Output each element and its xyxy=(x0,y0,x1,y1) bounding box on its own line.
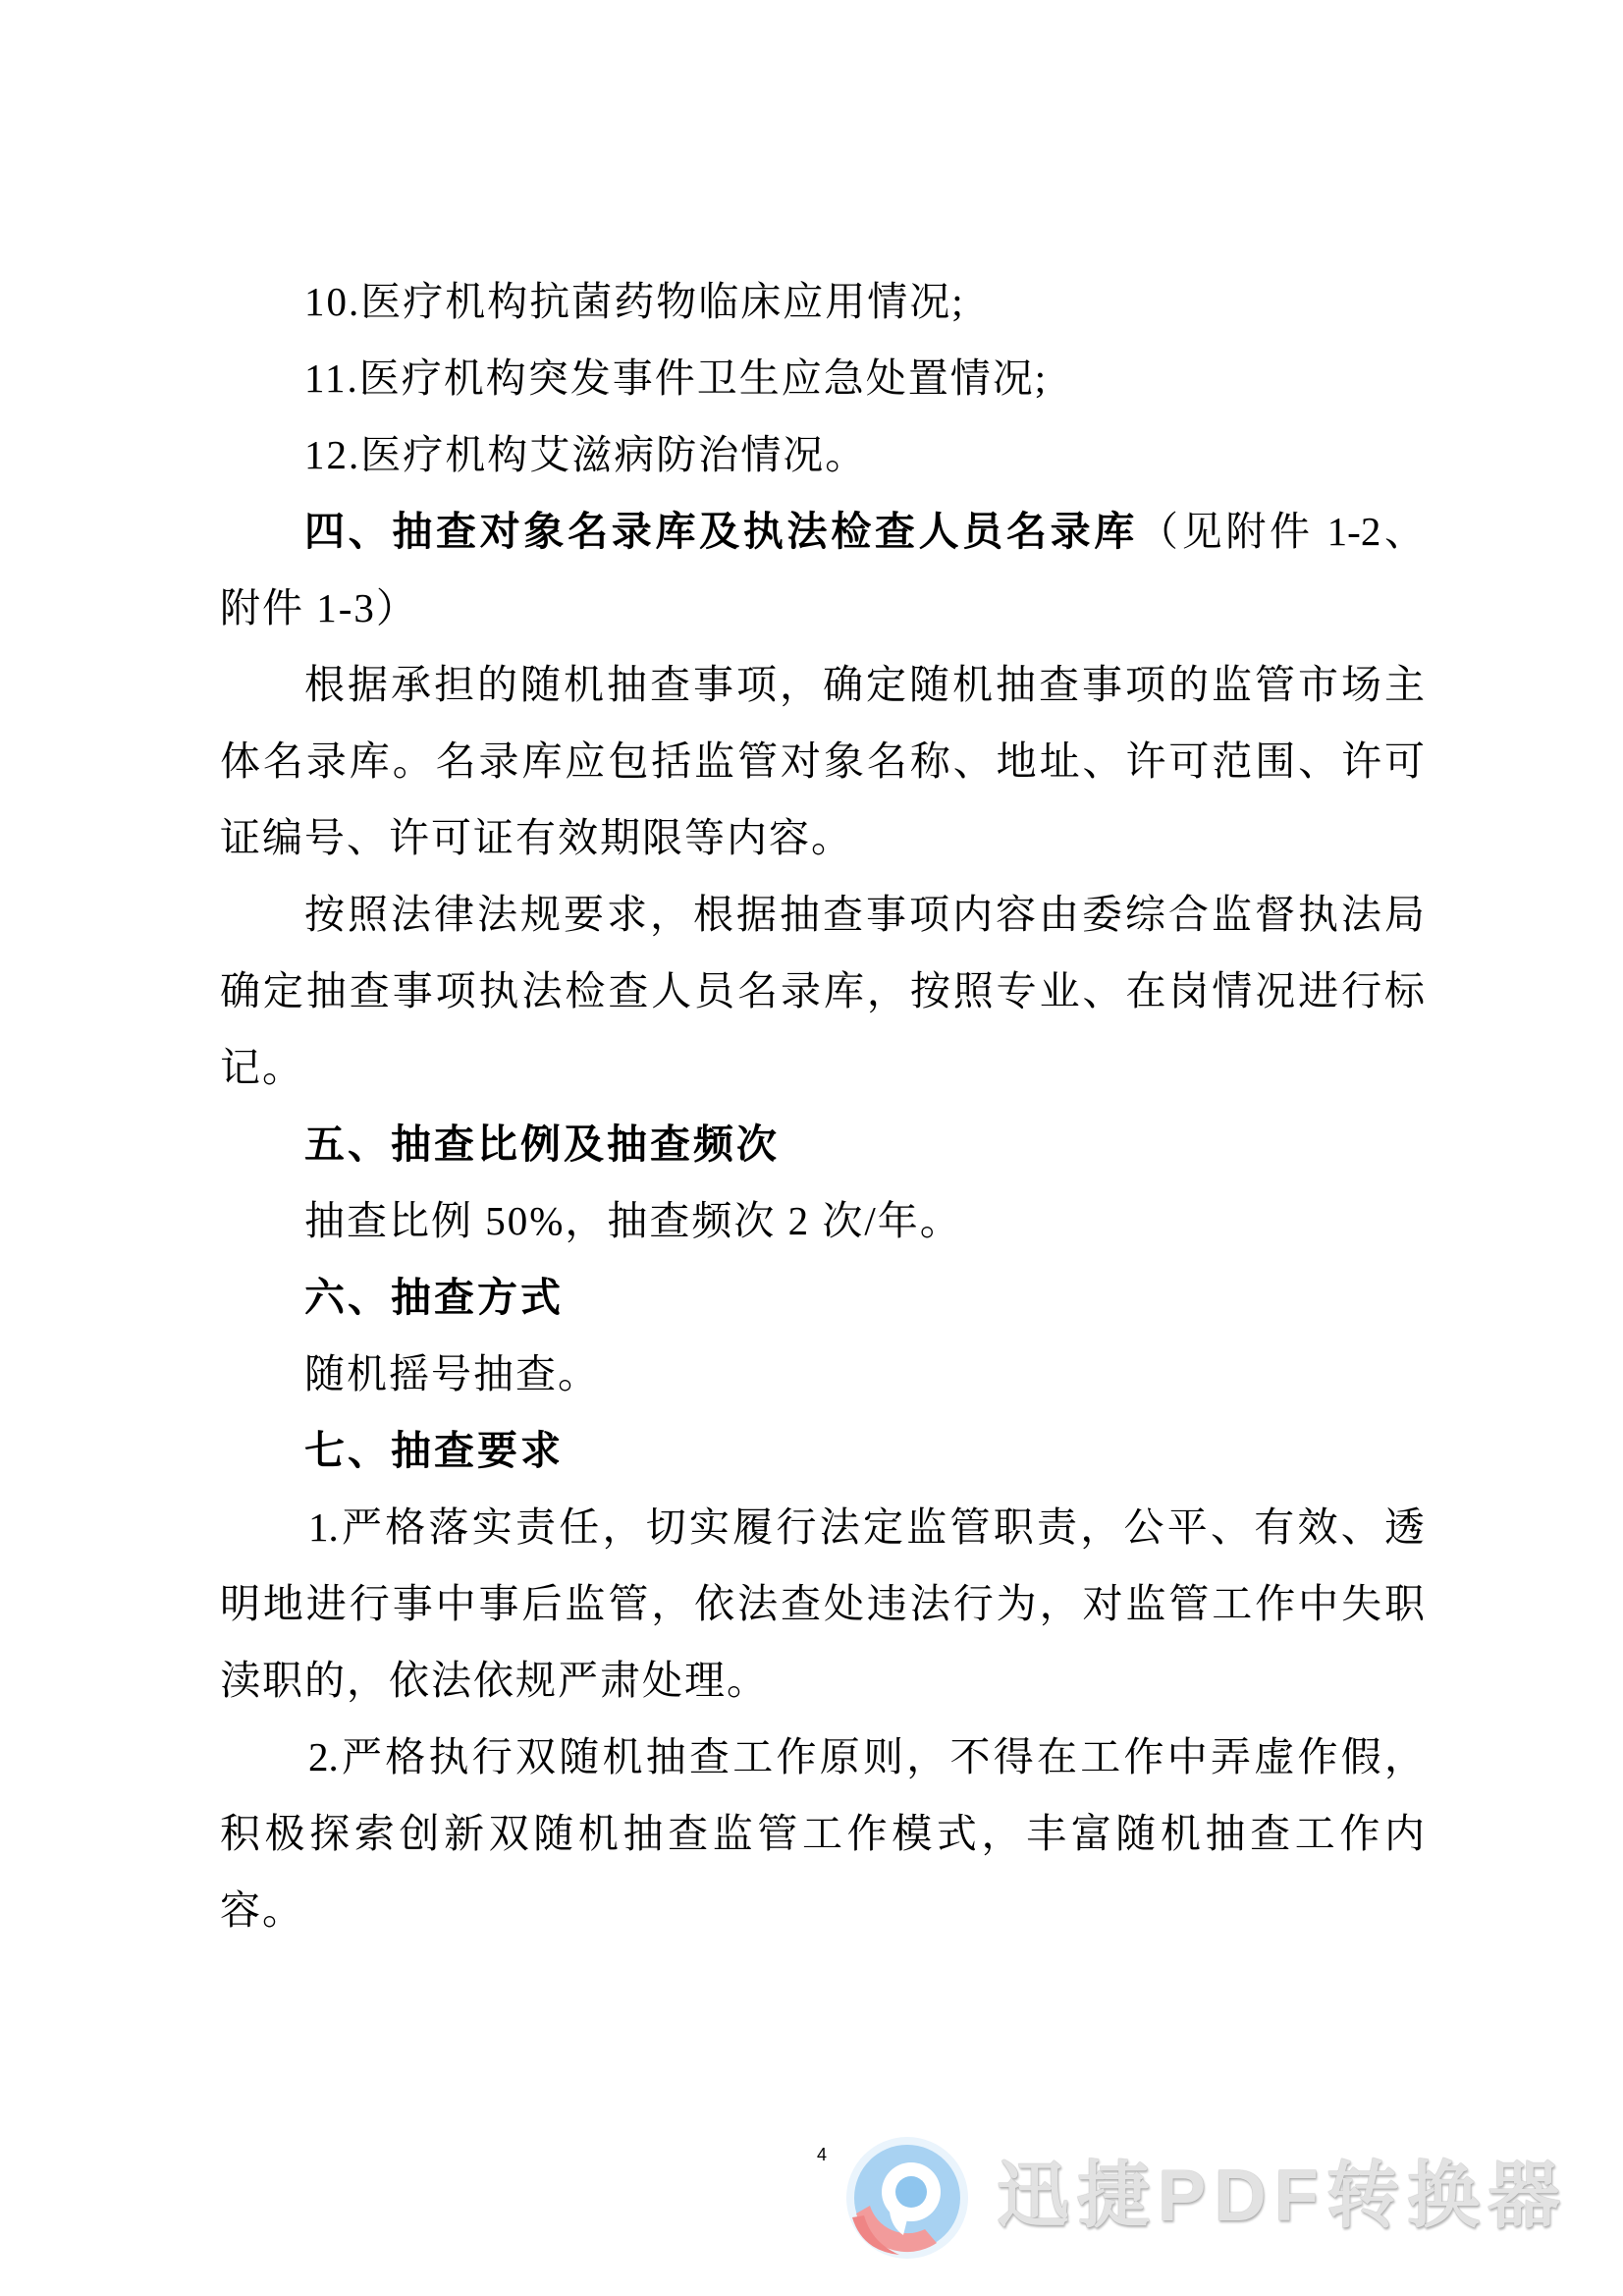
list-item: 10.医疗机构抗菌药物临床应用情况; xyxy=(304,279,965,324)
paragraph-line: 容。 xyxy=(220,1887,304,1933)
section-title: 六、抽查方式 xyxy=(304,1275,564,1320)
paragraph-line: 2.严格执行双随机抽查工作原则，不得在工作中弄虚作假， xyxy=(308,1734,1425,1779)
paragraph-line: 按照法律法规要求，根据抽查事项内容由委综合监督执法局 xyxy=(304,892,1425,937)
paragraph-line: 记。 xyxy=(220,1045,304,1090)
page-number: 4 xyxy=(817,2145,828,2164)
document-body xyxy=(220,263,1425,1948)
section-title-note: （见附件 1-2、 xyxy=(1138,509,1426,554)
paragraph-line: 随机摇号抽查。 xyxy=(304,1351,600,1396)
section-title: 七、抽查要求 xyxy=(304,1428,564,1473)
xunjie-pdf-logo-icon xyxy=(842,2133,972,2263)
paragraph-line: 证编号、许可证有效期限等内容。 xyxy=(220,815,853,860)
list-item: 11.医疗机构突发事件卫生应急处置情况; xyxy=(304,355,1049,401)
section-heading-5 xyxy=(220,1106,1425,1182)
paragraph-line: 确定抽查事项执法检查人员名录库，按照专业、在岗情况进行标 xyxy=(220,968,1425,1013)
list-item: 12.医疗机构艾滋病防治情况。 xyxy=(304,432,868,477)
watermark-text: 迅捷PDF转换器 xyxy=(997,2155,1568,2236)
paragraph-line: 渎职的，依法依规严肃处理。 xyxy=(220,1658,769,1703)
paragraph-line: 积极探索创新双随机抽查监管工作模式，丰富随机抽查工作内 xyxy=(220,1811,1425,1856)
section-heading-7 xyxy=(220,1412,1425,1489)
section-title: 四、抽查对象名录库及执法检查人员名录库 xyxy=(304,509,1138,554)
section-title: 五、抽查比例及抽查频次 xyxy=(304,1121,780,1167)
paragraph-line: 抽查比例 50%，抽查频次 2 次/年。 xyxy=(304,1198,962,1243)
section-title-note-continued: 附件 1-3） xyxy=(220,585,418,630)
paragraph-line: 明地进行事中事后监管，依法查处违法行为，对监管工作中失职 xyxy=(220,1581,1425,1626)
section-heading-6 xyxy=(220,1259,1425,1336)
paragraph-line: 根据承担的随机抽查事项，确定随机抽查事项的监管市场主 xyxy=(304,662,1425,707)
paragraph-line: 体名录库。名录库应包括监管对象名称、地址、许可范围、许可 xyxy=(220,738,1425,784)
paragraph-line: 1.严格落实责任，切实履行法定监管职责，公平、有效、透 xyxy=(308,1504,1425,1550)
section-heading-4 xyxy=(220,493,1425,570)
